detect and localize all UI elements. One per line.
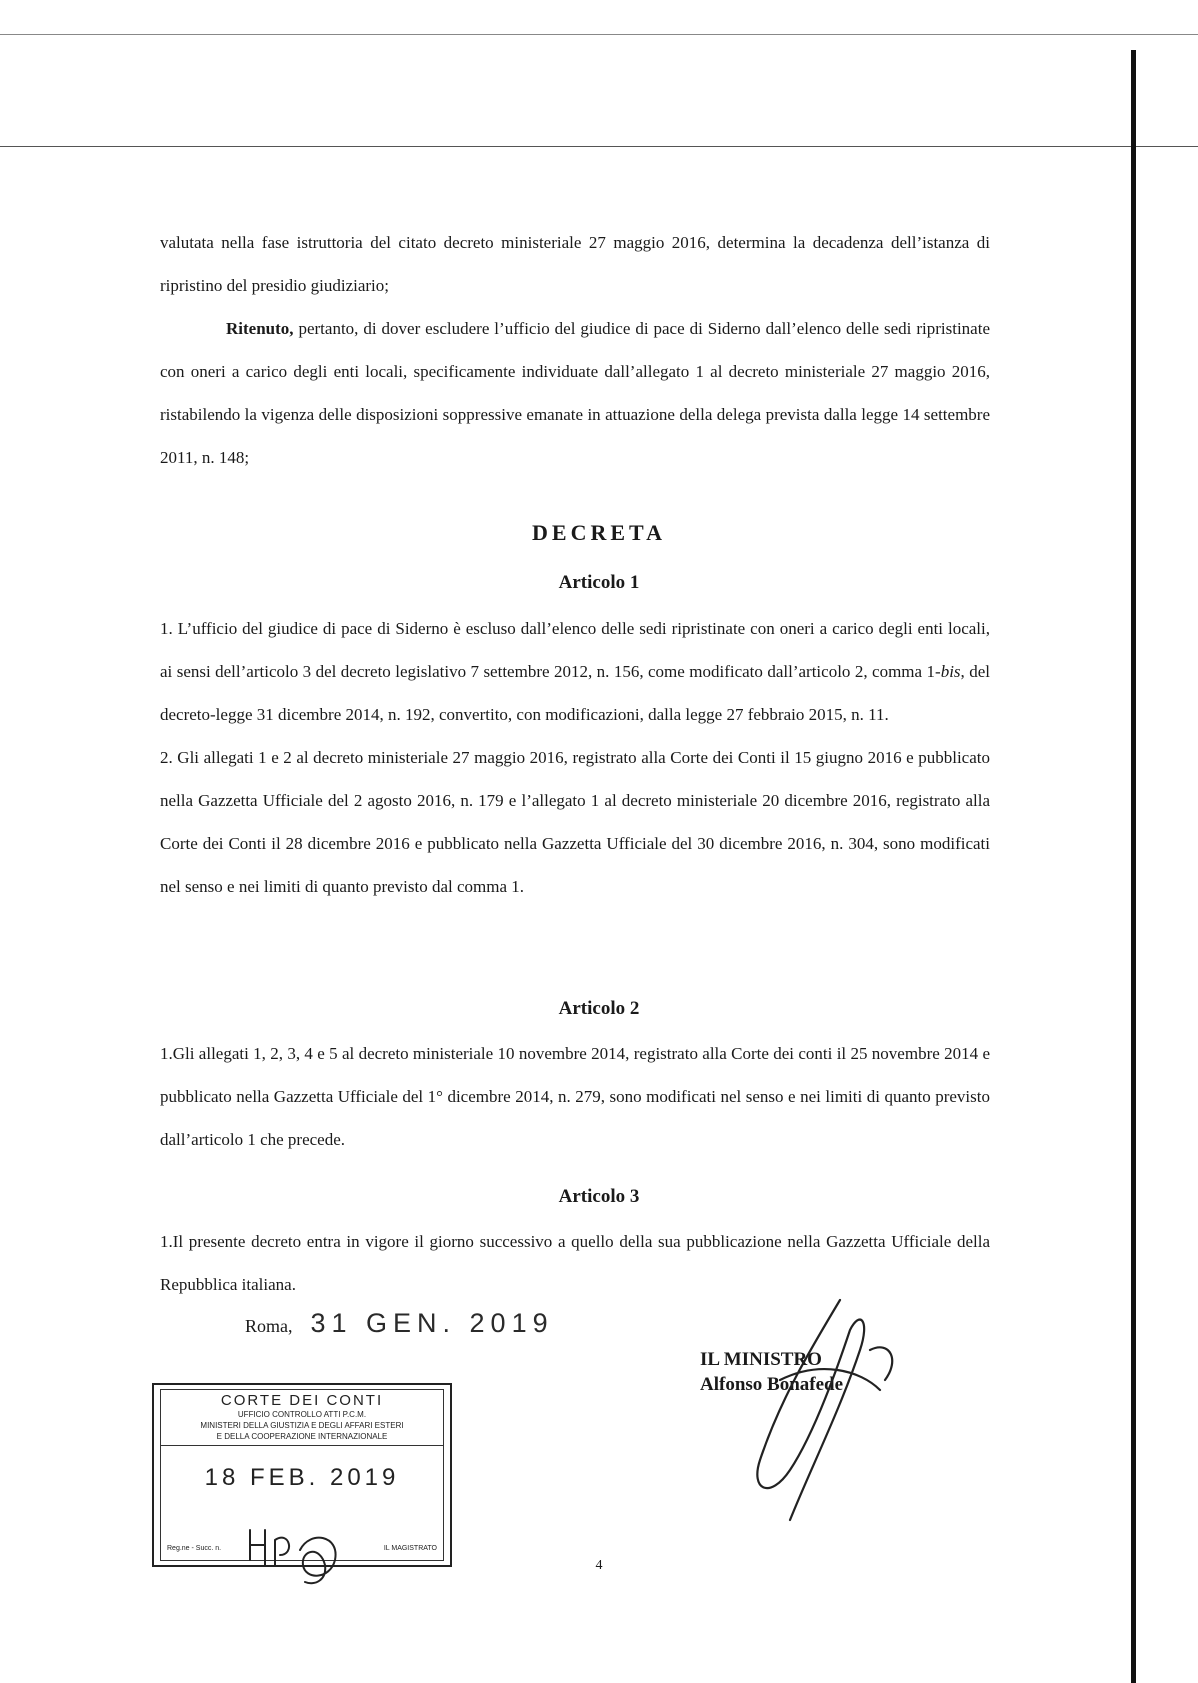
stamp-handwritten-signature [245,1520,355,1590]
articolo-1-comma-1 [160,607,990,736]
intro-paragraph: valutata nella fase istruttoria del citato decreto ministeriale 27 maggio 2016, determina la decadenza dell’istanza di ripristino del presidio giudiziario; [160,233,990,295]
place-date [245,1308,554,1339]
stamp-line-3: E DELLA COOPERAZIONE INTERNAZIONALE [216,1432,388,1441]
handwritten-signature [720,1290,920,1530]
scan-top-line [0,34,1198,35]
page-number: 4 [595,1558,603,1573]
stamp-foot-left: Reg.ne - Succ. n. [167,1545,222,1552]
ritenuto-paragraph [160,307,990,479]
stamp-title: CORTE DEI CONTI [220,1392,384,1409]
body-text [160,221,990,479]
articolo-1-title: Articolo 1 [558,572,640,593]
scan-right-border [1131,50,1136,1683]
date-stamp: 31 GEN. 2019 [310,1308,554,1338]
signatory-role: IL MINISTRO [700,1349,822,1370]
stamp-foot-right: IL MAGISTRATO [383,1545,437,1552]
signatory-name: Alfonso Bonafede [700,1374,844,1395]
ritenuto-label: Ritenuto, [226,319,294,338]
place: Roma, [245,1316,293,1336]
stamp-divider [161,1445,443,1446]
articolo-1-comma-1-a: 1. L’ufficio del giudice di pace di Siderno è escluso dall’elenco delle sedi ripristinate con oneri a carico degli enti locali, ai sensi dell’articolo 3 del decreto legislativo 7 settembre 2012, n. 156, come modificato dall’articolo 2, comma 1- [160,619,990,681]
decreta-heading: DECRETA [532,520,666,545]
stamp-line-1: UFFICIO CONTROLLO ATTI P.C.M. [237,1410,367,1419]
scan-header-line [0,146,1198,147]
articolo-2-title: Articolo 2 [558,998,640,1019]
stamp-date: 18 FEB. 2019 [204,1464,400,1491]
articolo-2-body [160,1032,990,1161]
articolo-3-title: Articolo 3 [558,1186,640,1207]
articolo-1-comma-1-bis: bis [940,662,961,681]
articolo-1-comma-1-b: , del decreto-legge 31 dicembre 2014, n. 192, convertito, con modificazioni, dalla legge 27 febbraio 2015, n. 11. [160,662,990,724]
stamp-line-2: MINISTERI DELLA GIUSTIZIA E DEGLI AFFARI ESTERI [200,1421,404,1430]
ritenuto-text: pertanto, di dover escludere l’ufficio del giudice di pace di Siderno dall’elenco delle sedi ripristinate con oneri a carico degli enti locali, specificamente individuate dall’allegato 1 al decreto ministeriale 27 maggio 2016, ristabilendo la vigenza delle disposizioni soppressive emanate in attuazione della delega prevista dalla legge 14 settembre 2011, n. 148; [160,319,990,467]
articolo-2-comma-1: 1.Gli allegati 1, 2, 3, 4 e 5 al decreto ministeriale 10 novembre 2014, registrato alla Corte dei conti il 25 novembre 2014 e pubblicato nella Gazzetta Ufficiale del 1° dicembre 2014, n. 279, sono modificati nel senso e nei limiti di quanto previsto dall’articolo 1 che precede. [160,1044,990,1149]
articolo-1-body [160,607,990,908]
articolo-3-comma-1: 1.Il presente decreto entra in vigore il giorno successivo a quello della sua pubblicazione nella Gazzetta Ufficiale della Repubblica italiana. [160,1232,990,1294]
articolo-1-comma-2: 2. Gli allegati 1 e 2 al decreto ministeriale 27 maggio 2016, registrato alla Corte dei Conti il 15 giugno 2016 e pubblicato nella Gazzetta Ufficiale del 2 agosto 2016, n. 179 e l’allegato 1 al decreto ministeriale 20 dicembre 2016, registrato alla Corte dei Conti il 28 dicembre 2016 e pubblicato nella Gazzetta Ufficiale del 30 dicembre 2016, n. 304, sono modificati nel senso e nei limiti di quanto previsto dal comma 1. [160,748,990,896]
